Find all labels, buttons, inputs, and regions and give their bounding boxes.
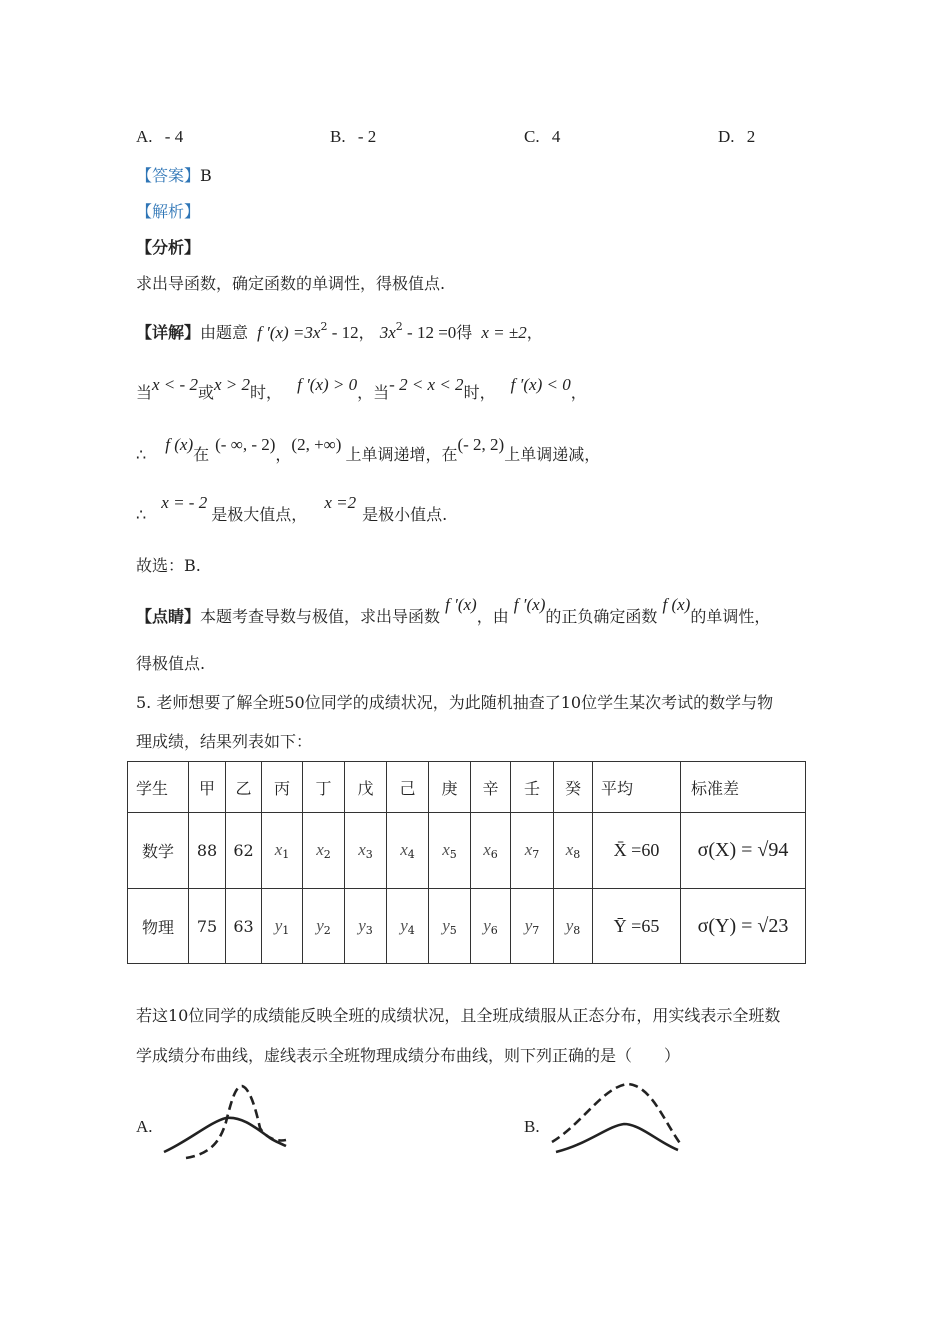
header-cell: 丁 bbox=[303, 762, 345, 813]
shi-text-2: 时， bbox=[463, 383, 496, 402]
math-curve-solid bbox=[556, 1124, 678, 1152]
physics-curve-dashed bbox=[186, 1086, 286, 1158]
option-b bbox=[330, 127, 376, 147]
interval-3: (- 2, 2) bbox=[457, 435, 505, 454]
header-cell: 标准差 bbox=[681, 762, 806, 813]
x-2: x =2 bbox=[324, 493, 357, 512]
header-cell: 学生 bbox=[128, 762, 189, 813]
square-sup: 2 bbox=[320, 320, 328, 333]
dang-text: 当 bbox=[136, 383, 153, 402]
table-row-physics bbox=[128, 889, 806, 964]
sub: 2 bbox=[323, 923, 331, 937]
sub: 5 bbox=[449, 848, 457, 861]
sub: 6 bbox=[490, 923, 498, 937]
comment-t5: 得极值点. bbox=[136, 654, 206, 673]
comma-dang: ，当 bbox=[357, 383, 390, 402]
table-cell bbox=[471, 889, 511, 964]
interval-1: (- ∞, - 2) bbox=[215, 435, 276, 454]
grades-table bbox=[127, 761, 806, 964]
detail-text: 由题意 bbox=[200, 323, 249, 342]
fenxi-text: 求出导函数，确定函数的单调性，得极值点. bbox=[136, 274, 446, 293]
sub: 8 bbox=[573, 848, 581, 861]
var: x bbox=[400, 840, 408, 859]
table-cell bbox=[303, 813, 345, 889]
q5-text-1: 若这10位同学的成绩能反映全班的成绩状况，且全班成绩服从正态分布，用实线表示全班数 bbox=[136, 1006, 781, 1025]
header-cell: 乙 bbox=[226, 762, 262, 813]
physics-curve-dashed bbox=[552, 1084, 682, 1146]
option-b-letter: B. bbox=[330, 127, 346, 146]
var: x bbox=[358, 840, 366, 859]
sub: 5 bbox=[449, 923, 457, 937]
q5-text-2: 学成绩分布曲线，虚线表示全班物理成绩分布曲线，则下列正确的是（ ） bbox=[136, 1046, 681, 1065]
comma-3: ， bbox=[275, 445, 292, 464]
row-label: 物理 bbox=[128, 889, 189, 964]
fenxi-label: 【分析】 bbox=[136, 238, 201, 257]
table-cell bbox=[429, 889, 471, 964]
table-header-row bbox=[128, 762, 806, 813]
table-cell bbox=[387, 889, 429, 964]
header-cell: 戊 bbox=[345, 762, 387, 813]
var: x bbox=[274, 840, 283, 859]
sub: 1 bbox=[282, 923, 290, 937]
table-cell bbox=[511, 889, 554, 964]
increasing-text: 上单调递增，在 bbox=[345, 445, 458, 464]
therefore-symbol: ∴ bbox=[136, 445, 147, 464]
table-cell bbox=[345, 889, 387, 964]
option-a-curves bbox=[160, 1080, 295, 1165]
var: y bbox=[316, 915, 324, 935]
sub: 2 bbox=[323, 848, 331, 861]
sub: 8 bbox=[573, 923, 581, 937]
square-sup-2: 2 bbox=[395, 320, 403, 333]
row-label: 数学 bbox=[128, 813, 189, 889]
de-text: 得 bbox=[456, 323, 473, 342]
math-mean: X̄ =60 bbox=[593, 813, 681, 889]
option-d-value: 2 bbox=[746, 127, 756, 146]
comment-f1: f ′(x) bbox=[445, 595, 477, 614]
table-cell bbox=[429, 813, 471, 889]
phys-sd: σ(Y) = √23 bbox=[681, 889, 806, 964]
deriv-negative: f ′(x) < 0 bbox=[510, 375, 571, 394]
sub: 1 bbox=[282, 848, 290, 861]
var: y bbox=[524, 915, 533, 935]
table-cell bbox=[511, 813, 554, 889]
header-cell: 甲 bbox=[189, 762, 226, 813]
q5-option-b: B. bbox=[524, 1117, 540, 1136]
option-a-letter: A. bbox=[136, 127, 153, 146]
phys-mean: Ȳ =65 bbox=[593, 889, 681, 964]
detail-line-4 bbox=[136, 490, 448, 524]
var: x bbox=[442, 840, 450, 859]
sub: 4 bbox=[407, 923, 415, 937]
table-cell: 63 bbox=[226, 889, 262, 964]
analysis-label: 【解析】 bbox=[136, 202, 201, 221]
detail-line-2 bbox=[136, 372, 587, 402]
var: y bbox=[274, 915, 283, 935]
detail-line-3 bbox=[136, 432, 601, 464]
option-b-value: - 2 bbox=[357, 127, 377, 146]
comment-t1: 本题考查导数与极值，求出导函数 bbox=[200, 607, 441, 626]
table-cell bbox=[387, 813, 429, 889]
comment-f3: f (x) bbox=[662, 595, 691, 614]
table-cell bbox=[471, 813, 511, 889]
answer-value: B bbox=[200, 166, 212, 185]
table-cell: 88 bbox=[189, 813, 226, 889]
table-cell: 62 bbox=[226, 813, 262, 889]
option-d-letter: D. bbox=[718, 127, 735, 146]
option-c-value: 4 bbox=[551, 127, 561, 146]
option-c bbox=[524, 127, 560, 147]
equation: 3x bbox=[379, 323, 396, 342]
zai-text: 在 bbox=[193, 445, 210, 464]
detail-line-1 bbox=[136, 320, 543, 343]
comment-line bbox=[136, 592, 771, 626]
detail-label: 【详解】 bbox=[136, 323, 201, 342]
math-sd: σ(X) = √94 bbox=[681, 813, 806, 889]
sub: 7 bbox=[532, 848, 540, 861]
table-cell bbox=[262, 813, 303, 889]
table-cell: 75 bbox=[189, 889, 226, 964]
cond-1: x < - 2 bbox=[152, 375, 198, 394]
option-b-curves bbox=[548, 1080, 688, 1160]
sub: 3 bbox=[365, 848, 373, 861]
option-a bbox=[136, 127, 183, 147]
table-row-math bbox=[128, 813, 806, 889]
q5-line-2: 理成绩，结果列表如下： bbox=[136, 732, 313, 751]
var: y bbox=[442, 915, 450, 935]
end-comma: ， bbox=[526, 323, 543, 342]
f-x: f (x) bbox=[165, 435, 194, 454]
header-cell: 辛 bbox=[471, 762, 511, 813]
var: x bbox=[316, 840, 324, 859]
q5-line-1: 5. 老师想要了解全班50位同学的成绩状况，为此随机抽查了10位学生某次考试的数学与物 bbox=[136, 693, 774, 712]
var: x bbox=[524, 840, 533, 859]
var: y bbox=[400, 915, 408, 935]
table-cell bbox=[554, 813, 593, 889]
header-cell: 平均 bbox=[593, 762, 681, 813]
sub: 4 bbox=[407, 848, 415, 861]
table-cell bbox=[345, 813, 387, 889]
header-cell: 庚 bbox=[429, 762, 471, 813]
max-text: 是极大值点， bbox=[211, 505, 308, 524]
comment-label: 【点睛】 bbox=[136, 607, 201, 626]
answer-label: 【答案】 bbox=[136, 166, 201, 185]
header-cell: 癸 bbox=[554, 762, 593, 813]
var: x bbox=[483, 840, 491, 859]
var: y bbox=[565, 915, 574, 935]
option-c-letter: C. bbox=[524, 127, 540, 146]
var: x bbox=[565, 840, 574, 859]
comment-f2: f ′(x) bbox=[513, 595, 546, 614]
option-a-value: - 4 bbox=[164, 127, 184, 146]
cond-2: x > 2 bbox=[213, 375, 250, 394]
x-neg2: x = - 2 bbox=[161, 493, 208, 512]
cond-3: - 2 < x < 2 bbox=[389, 375, 464, 394]
table-cell bbox=[303, 889, 345, 964]
minus-12: - 12 bbox=[327, 323, 359, 342]
table-cell bbox=[262, 889, 303, 964]
comment-t3: 的正负确定函数 bbox=[545, 607, 658, 626]
equation-rest: - 12 =0 bbox=[402, 323, 457, 342]
comma: ， bbox=[358, 323, 375, 342]
shi-text: 时， bbox=[250, 383, 283, 402]
comment-t2: ，由 bbox=[476, 607, 509, 626]
solution: x = ±2 bbox=[481, 323, 527, 342]
comment-t4: 的单调性， bbox=[690, 607, 771, 626]
end-comma-2: ， bbox=[570, 383, 587, 402]
or-text: 或 bbox=[197, 383, 214, 402]
derivative-expr: f ′(x) =3x bbox=[257, 323, 321, 342]
option-d bbox=[718, 127, 755, 147]
var: y bbox=[358, 915, 366, 935]
header-cell: 丙 bbox=[262, 762, 303, 813]
interval-2: (2, +∞) bbox=[291, 435, 342, 454]
header-cell: 壬 bbox=[511, 762, 554, 813]
deriv-positive: f ′(x) > 0 bbox=[297, 375, 358, 394]
sub: 7 bbox=[532, 923, 540, 937]
var: y bbox=[483, 915, 491, 935]
q5-option-a: A. bbox=[136, 1117, 153, 1136]
header-cell: 己 bbox=[387, 762, 429, 813]
min-text: 是极小值点. bbox=[362, 505, 448, 524]
decreasing-text: 上单调递减， bbox=[504, 445, 601, 464]
choice-line: 故选：B. bbox=[136, 556, 201, 575]
sub: 6 bbox=[490, 848, 498, 861]
table-cell bbox=[554, 889, 593, 964]
answer-line bbox=[136, 163, 212, 186]
sub: 3 bbox=[365, 923, 373, 937]
therefore-symbol-2: ∴ bbox=[136, 505, 147, 524]
